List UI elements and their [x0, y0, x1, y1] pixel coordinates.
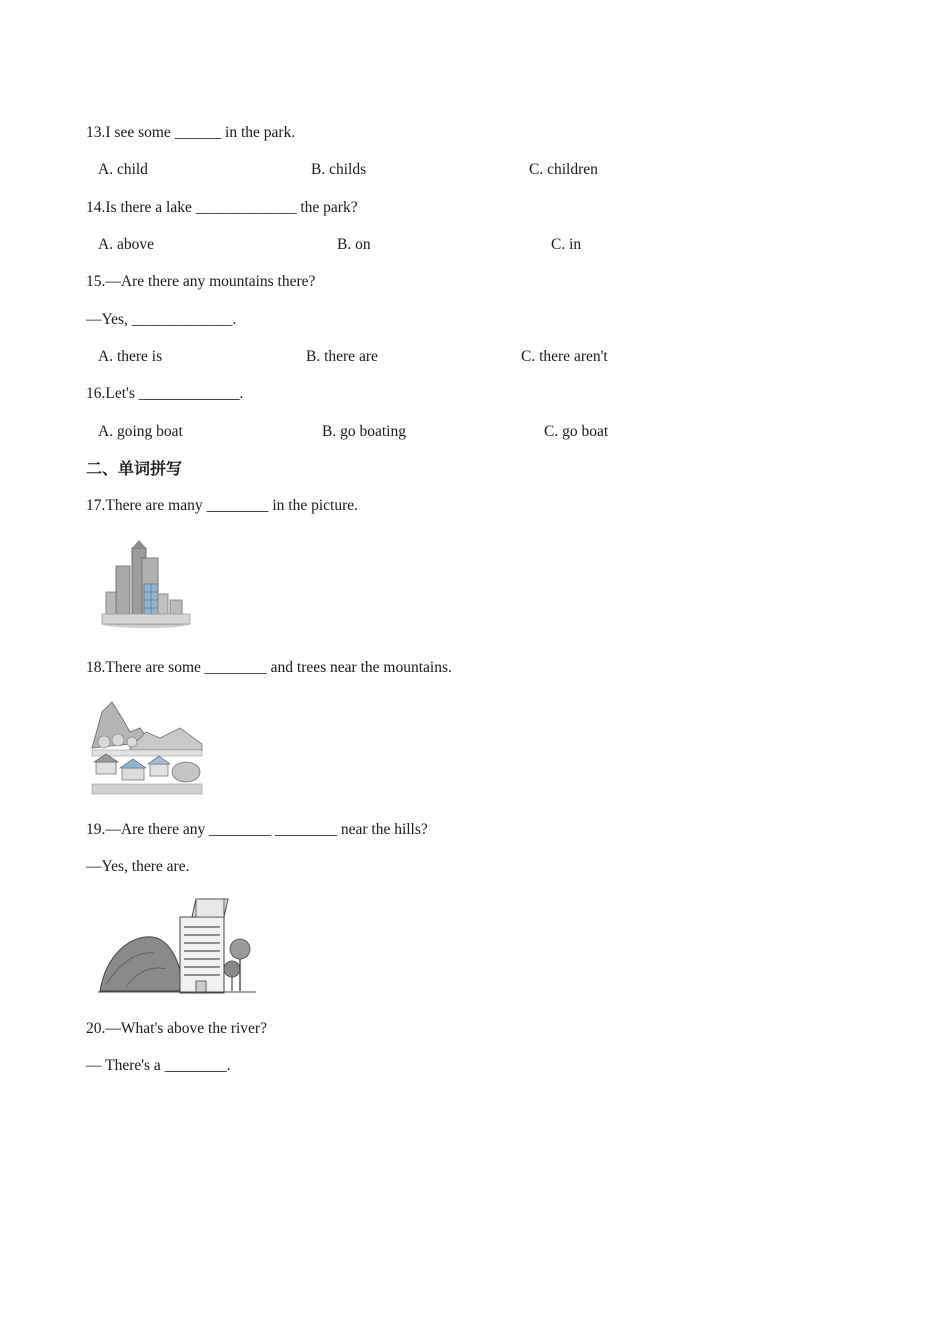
section-title: 二、单词拼写 — [86, 459, 183, 478]
q16-option-b: B. go boating — [322, 423, 406, 440]
q15-option-c: C. there aren't — [521, 348, 608, 365]
q13-option-a: A. child — [98, 161, 148, 178]
q13-option-c: C. children — [529, 161, 598, 178]
q16-option-a: A. going boat — [98, 423, 183, 440]
q20-reply: — There's a ________. — [86, 1057, 231, 1074]
village-mountains-icon — [90, 698, 206, 800]
q16-option-c: C. go boat — [544, 423, 609, 440]
question-15: 15.—Are there any mountains there? — [86, 273, 316, 290]
q13-option-b: B. childs — [311, 161, 367, 178]
q19-reply: —Yes, there are. — [86, 858, 190, 875]
question-18: 18.There are some ________ and trees near the mountains. — [86, 659, 452, 676]
q14-option-c: C. in — [551, 236, 582, 253]
question-16: 16.Let's _____________. — [86, 385, 244, 402]
tall-building-hill-icon — [96, 895, 258, 997]
q15-option-a: A. there is — [98, 348, 163, 365]
city-buildings-icon — [98, 538, 194, 630]
question-13: 13.I see some ______ in the park. — [86, 124, 296, 141]
q15-reply: —Yes, _____________. — [86, 311, 237, 328]
q14-option-a: A. above — [98, 236, 154, 253]
question-20: 20.—What's above the river? — [86, 1020, 267, 1037]
question-14: 14.Is there a lake _____________ the park? — [86, 199, 358, 216]
q15-option-b: B. there are — [306, 348, 378, 365]
question-19: 19.—Are there any ________ ________ near the hills? — [86, 821, 428, 838]
q14-option-b: B. on — [337, 236, 371, 253]
question-17: 17.There are many ________ in the picture. — [86, 497, 359, 514]
